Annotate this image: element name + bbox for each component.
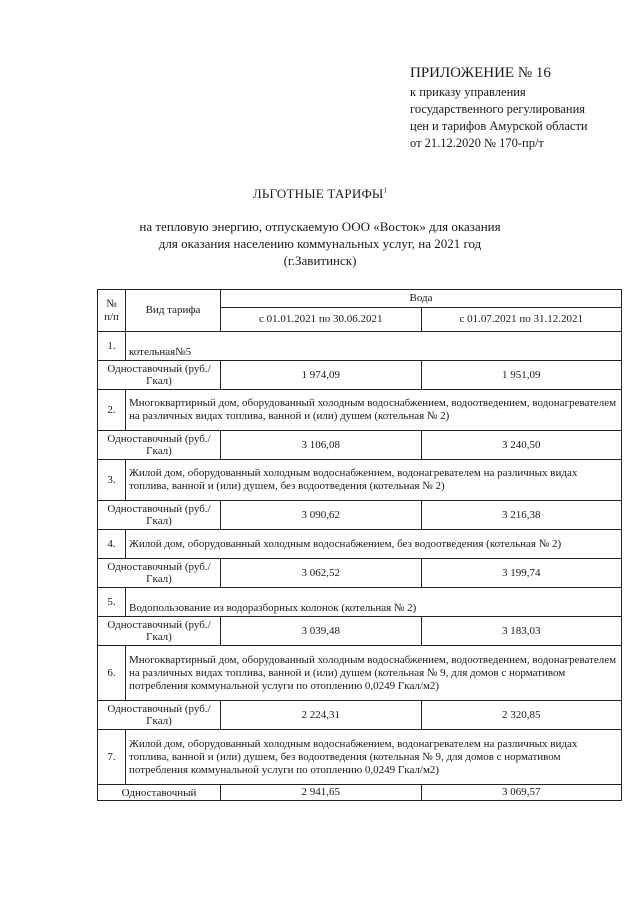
row-description: Жилой дом, оборудованный холодным водоснабжением, водонагревателем на различных видах топлива, ванной и (или) душем, без водоотведения (котельная № 9, для домов с нормативом потребления коммунальной услуги по отоплению 0,0249 Гкал/м2) [126,730,622,785]
tariff-value-period-2: 3 216,38 [421,501,622,530]
table-row [98,730,622,785]
table-row [98,460,622,501]
subtitle-line: для оказания населению коммунальных услуг, на 2021 год [158,236,482,251]
row-description: Водопользование из водоразборных колонок (котельная № 2) [126,588,622,617]
tariff-value-period-2: 3 240,50 [421,431,622,460]
row-number: 6. [98,646,126,701]
table-row [98,646,622,701]
tariff-kind: Одноставочный (руб./Гкал) [98,559,221,588]
table-row [98,530,622,559]
row-description: Многоквартирный дом, оборудованный холодным водоснабжением, водоотведением, водонагревателем на различных видах топлива, ванной и (или) душем (котельная № 9, для домов с нормативом потребления коммунальной услуги по отоплению 0,0249 Гкал/м2) [126,646,622,701]
tariff-value-period-1: 1 974,09 [221,361,422,390]
table-row [98,390,622,431]
tariff-kind: Одноставочный (руб./Гкал) [98,431,221,460]
tariff-value-period-2: 3 069,57 [421,785,622,801]
row-number: 5. [98,588,126,617]
tariff-kind: Одноставочный [98,785,221,801]
table-row [98,332,622,361]
tariff-kind: Одноставочный (руб./Гкал) [98,617,221,646]
tariff-kind: Одноставочный (руб./Гкал) [98,361,221,390]
tariff-value-period-1: 2 224,31 [221,701,422,730]
tariff-value-period-2: 2 320,85 [421,701,622,730]
tariff-value-period-1: 3 090,62 [221,501,422,530]
table-row [98,588,622,617]
appendix-block [410,63,635,152]
document-subtitle [0,218,640,269]
table-row [98,617,622,646]
tariff-value-period-1: 3 062,52 [221,559,422,588]
tariff-value-period-2: 3 183,03 [421,617,622,646]
row-description: Многоквартирный дом, оборудованный холодным водоснабжением, водоотведением, водонагревателем на различных видах топлива, ванной и (или) душем (котельная № 2) [126,390,622,431]
row-number: 2. [98,390,126,431]
tariff-value-period-2: 1 951,09 [421,361,622,390]
appendix-line: от 21.12.2020 № 170-пр/т [410,136,544,150]
title-footnote-marker: 1 [383,186,388,195]
row-number: 7. [98,730,126,785]
tariff-kind: Одноставочный (руб./Гкал) [98,701,221,730]
row-description: котельная№5 [126,332,622,361]
tariff-value-period-1: 3 106,08 [221,431,422,460]
table-row [98,701,622,730]
tariff-value-period-2: 3 199,74 [421,559,622,588]
document-title [0,186,640,202]
header-kind: Вид тарифа [126,290,221,332]
row-number: 1. [98,332,126,361]
row-number: 3. [98,460,126,501]
tariff-kind: Одноставочный (руб./Гкал) [98,501,221,530]
table-row [98,361,622,390]
table-row [98,559,622,588]
header-num: № п/п [98,290,126,332]
header-period-2: с 01.07.2021 по 31.12.2021 [421,308,622,332]
row-description: Жилой дом, оборудованный холодным водоснабжением, водонагревателем на различных видах топлива, ванной и (или) душем, без водоотведения (котельная № 2) [126,460,622,501]
tariff-value-period-1: 2 941,65 [221,785,422,801]
row-description: Жилой дом, оборудованный холодным водоснабжением, без водоотведения (котельная № 2) [126,530,622,559]
tariffs-table [97,289,622,801]
appendix-title: ПРИЛОЖЕНИЕ № 16 [410,65,551,81]
appendix-line: цен и тарифов Амурской области [410,119,588,133]
document-title-text: ЛЬГОТНЫЕ ТАРИФЫ [252,186,384,201]
table-row [98,431,622,460]
row-number: 4. [98,530,126,559]
subtitle-line: на тепловую энергию, отпускаемую ООО «Восток» для оказания [139,219,501,234]
table-row [98,501,622,530]
appendix-line: государственного регулирования [410,102,586,116]
table-row [98,785,622,801]
subtitle-line: (г.Завитинск) [283,253,357,268]
header-period-1: с 01.01.2021 по 30.06.2021 [221,308,422,332]
appendix-line: к приказу управления [410,85,526,99]
tariff-value-period-1: 3 039,48 [221,617,422,646]
header-water: Вода [221,290,622,308]
